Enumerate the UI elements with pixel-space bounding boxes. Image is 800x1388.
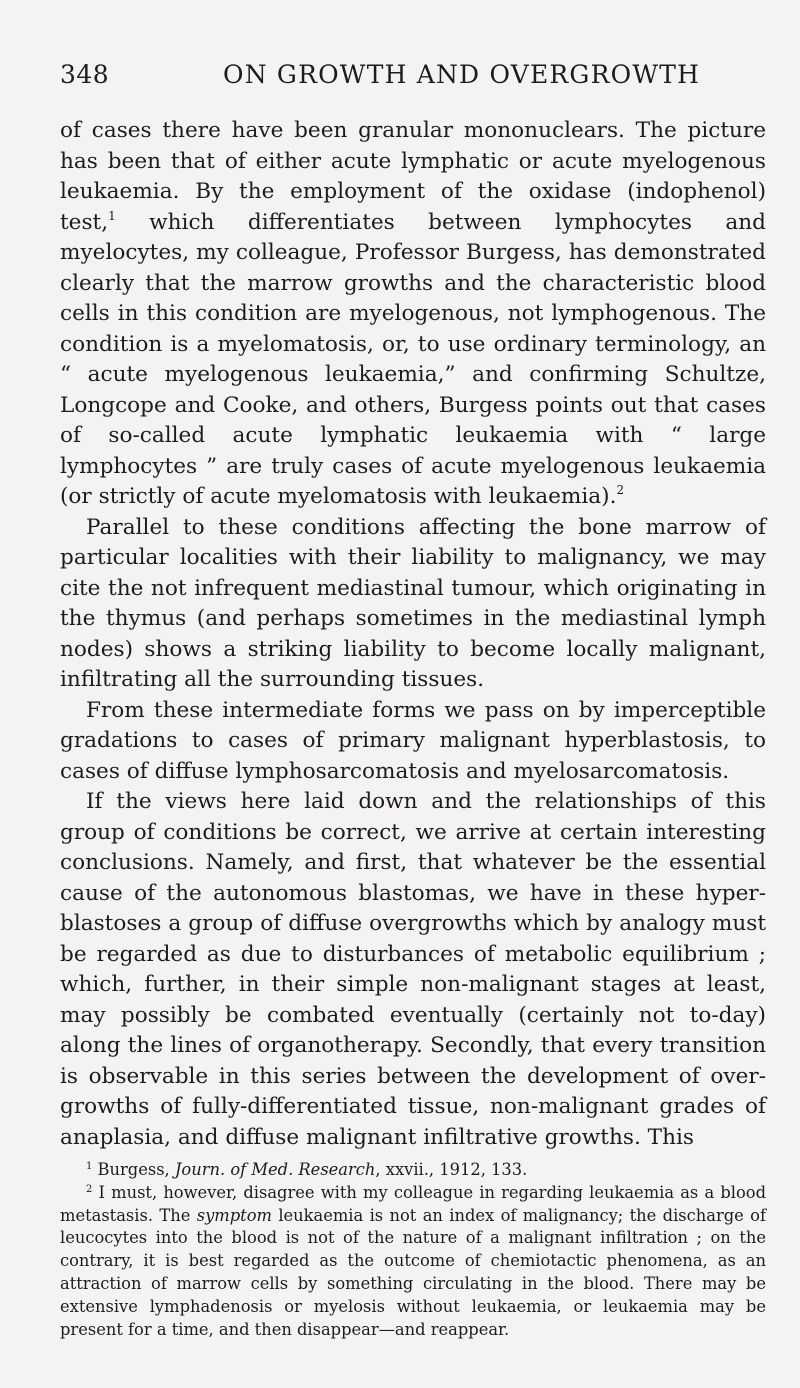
footnote-ref-1: 1: [108, 208, 116, 223]
footnote-ref-2: 2: [616, 483, 625, 497]
running-title: ON GROWTH AND OVERGROWTH: [223, 60, 701, 89]
paragraph-2: Parallel to these conditions affecting the bone marrow of particular localities with their liability to malignancy, we may cite the not infrequent mediastinal tumour, which originating in the thymus (and perhaps sometimes in the mediastinal lymph nodes) shows a striking liability to become locally malignant, infiltrating all the surrounding tissues.: [60, 514, 766, 692]
footnotes: [60, 1159, 766, 1341]
footnote-2: $^2$ I must, however, disagree with my colleague in regarding leukaemia as a blood metastasis. The symptom leukaemia is not an index of malignancy; the discharge of leucocytes into the blood is not of the nature of a malignant infiltration ; on the contrary, it is best regarded as the outcome of chemiotactic phenomena, as an attraction of marrow cells by something circulating in the blood. There may be extensive lymphadenosis or myelosis without leukaemia, or leukaemia may be present for a time, and then disappear—and reappear.: [60, 1182, 766, 1339]
body-text: [60, 116, 766, 1153]
paragraph-1: of cases there have been granular mononuclears. The picture has been that of either acute lymphatic or acute myelogenous leukaemia. By the employment of the oxidase (indophenol) test,$^1$ which differentiates between lymphocytes and myelocytes, my colleague, Professor Burgess, has demonstrated clearly that the marrow growths and the characteristic blood cells in this condition are myelogenous, not lymphogenous. The condition is a myelomatosis, or, to use ordinary terminology, an “ acute myelogenous leukaemia,” and confirming Schultze, Longcope and Cooke, and others, Burgess points out that cases of so-called acute lymphatic leukaemia with “ large lymphocytes ” are truly cases of acute myelogenous leukaemia (or strictly of acute myelomatosis with leukaemia).$^2$: [60, 118, 766, 509]
footnote-1: $^1$ Burgess, Journ. of Med. Research, xxvii., 1912, 133.: [86, 1160, 528, 1179]
paragraph-3: From these intermediate forms we pass on by imperceptible gradations to cases of primary malignant hyperblastosis, to cases of diffuse lymphosarcomatosis and myelosarcomatosis.: [60, 697, 766, 784]
page-header: [60, 0, 766, 96]
page-number: 348: [60, 60, 110, 89]
book-page: [60, 0, 766, 1341]
paragraph-4: If the views here laid down and the relationships of this group of conditions be correct, we arrive at certain interesting conclusions. Namely, and first, that whatever be the essential cause of the autonomous blastomas, we have in these hyperblastoses a group of diffuse overgrowths which by analogy must be regarded as due to disturbances of metabolic equilibrium ; which, further, in their simple non-malignant stages at least, may possibly be combated eventually (certainly not to-day) along the lines of organotherapy. Secondly, that every transition is observable in this series between the development of overgrowths of fully-differentiated tissue, non-malignant grades of anaplasia, and diffuse malignant infiltrative growths. This: [60, 789, 766, 1150]
